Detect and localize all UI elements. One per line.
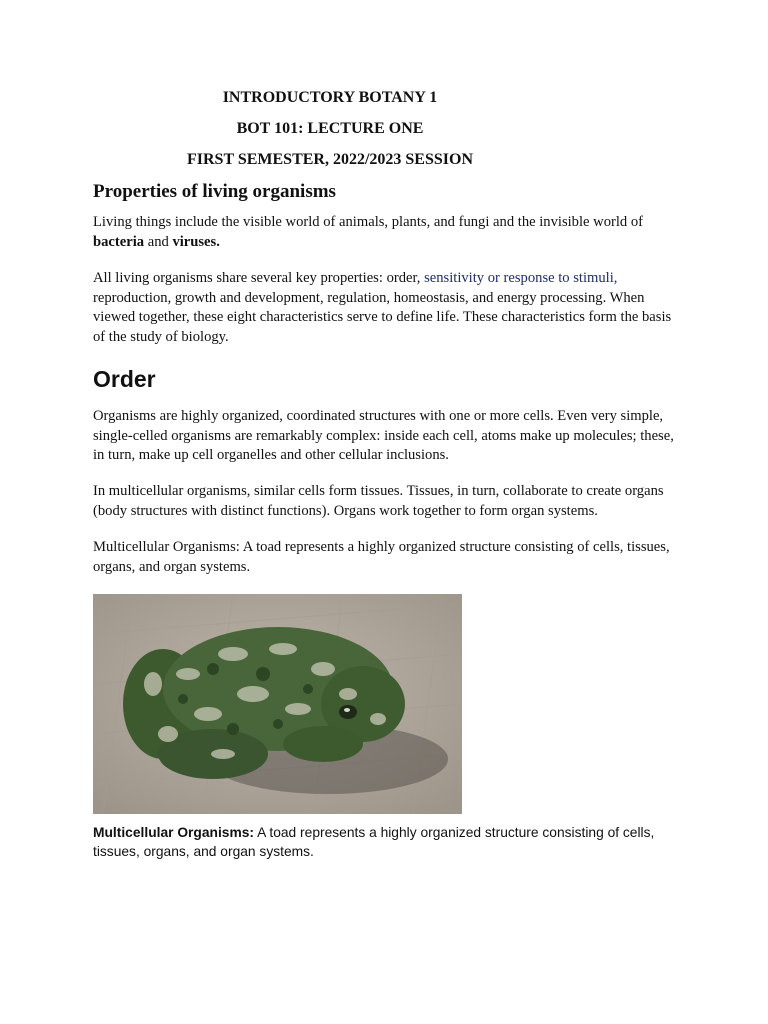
- paragraph-multicellular-tissues: In multicellular organisms, similar cells form tissues. Tissues, in turn, collaborate to create organs (body structures with distinct functions). Organs work together to form organ systems.: [93, 483, 664, 519]
- paragraph-living-things: [93, 213, 683, 252]
- paragraph-organisms-organized: Organisms are highly organized, coordinated structures with one or more cells. Even very simple, single-celled organisms are remarkably complex: inside each cell, atoms make up molecules; these, in turn, make up cell organelles and other cellular inclusions.: [93, 408, 674, 464]
- bold-term-viruses: viruses.: [172, 233, 220, 250]
- figure-caption: [93, 824, 683, 861]
- highlighted-term-sensitivity: sensitivity or response to stimuli,: [424, 270, 618, 286]
- section-heading-order: Order: [93, 366, 156, 392]
- toad-photo-icon: [93, 594, 462, 814]
- course-title: INTRODUCTORY BOTANY 1: [222, 89, 438, 106]
- caption-bold-label: Multicellular Organisms:: [93, 825, 255, 840]
- caption-text: A toad represents a highly organized structure consisting of cells, tissues, organs, and organ systems.: [93, 825, 655, 859]
- text-run: Living things include the visible world of animals, plants, and fungi and the invisible world of: [93, 214, 644, 230]
- text-run: and: [144, 233, 173, 250]
- session-title: FIRST SEMESTER, 2022/2023 SESSION: [186, 151, 473, 168]
- text-run: reproduction, growth and development, regulation, homeostasis, and energy processing. When viewed together, these eight characteristics serve to define life. These characteristics form the basis of the study of biology.: [93, 289, 672, 345]
- text-run: All living organisms share several key properties: order,: [93, 270, 425, 286]
- paragraph-key-properties: [93, 269, 683, 347]
- bold-term-bacteria: bacteria: [93, 233, 145, 250]
- lecture-title: BOT 101: LECTURE ONE: [236, 120, 424, 137]
- paragraph-toad-example: Multicellular Organisms: A toad represents a highly organized structure consisting of cells, tissues, organs, and organ systems.: [93, 539, 670, 575]
- section-heading-properties: Properties of living organisms: [93, 181, 336, 202]
- toad-illustration: [93, 594, 462, 814]
